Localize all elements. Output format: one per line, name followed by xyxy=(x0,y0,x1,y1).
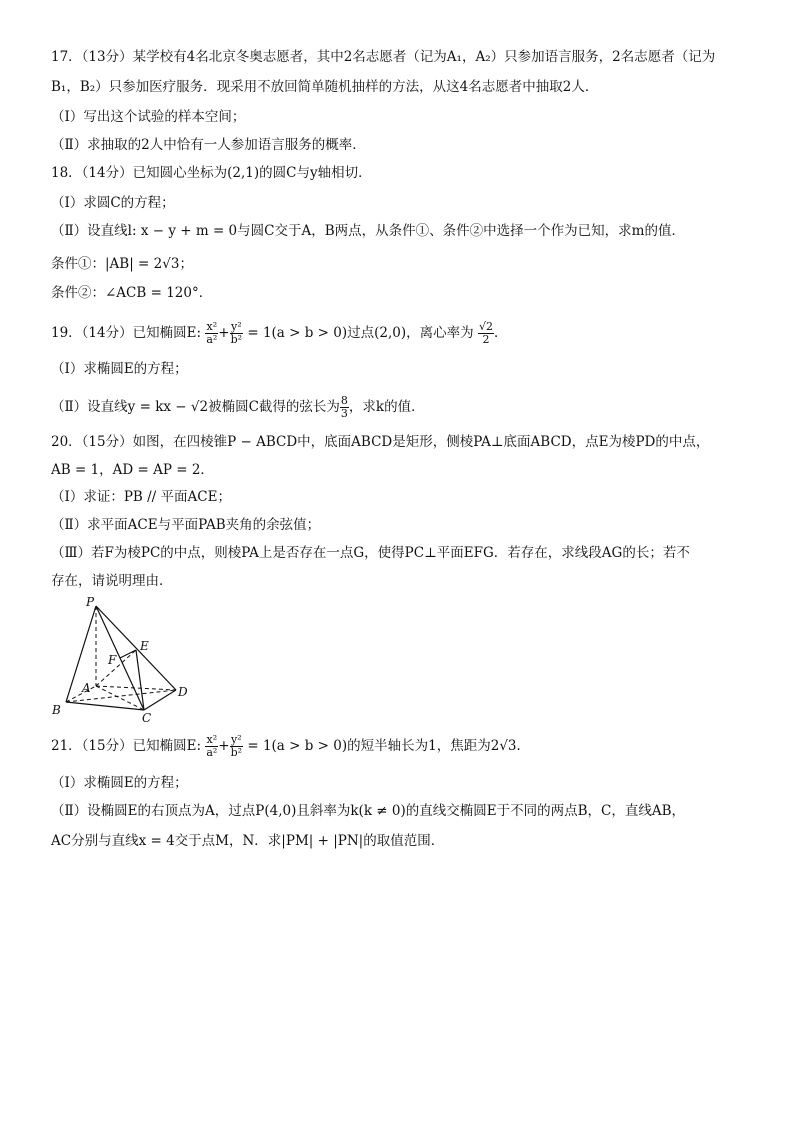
problem-20-part-3: （Ⅲ）若F为棱PC的中点，则棱PA上是否存在一点G，使得PC⊥平面EFG．若存在，求线段AG的长；若不 xyxy=(51,545,690,561)
problem-21-part-1: （Ⅰ）求椭圆E的方程； xyxy=(51,775,188,791)
ellipse-y-term: $\frac{\text{y²}}{\text{b²}}$ xyxy=(230,320,243,346)
label-C: C xyxy=(142,711,152,724)
problem-19-head: 19．（14分）已知椭圆E: $\frac{\text{x²}}{\text{a²}}$ + $\frac{\text{y²}}{\text{b²}}$ = 1(a > b > 0)过点(2,0)，离心率为 $\frac{√2}{2}$ ． xyxy=(51,320,508,346)
label-E: E xyxy=(140,639,149,653)
problem-20-part-2: （Ⅱ）求平面ACE与平面PAB夹角的余弦值； xyxy=(51,517,321,533)
problem-20-head-cont: AB = 1，AD = AP = 2． xyxy=(51,462,214,478)
label-B: B xyxy=(52,703,61,717)
pyramid-figure xyxy=(46,594,206,724)
problem-19-head-a: 19．（14分）已知椭圆E: xyxy=(51,325,202,341)
label-A: A xyxy=(82,681,91,695)
problem-19-head-b: = 1(a > b > 0)过点(2,0)，离心率为 xyxy=(247,325,474,341)
problem-17-head-cont: B₁，B₂）只参加医疗服务．现采用不放回简单随机抽样的方法，从这4名志愿者中抽取2人． xyxy=(51,79,599,95)
problem-17-part-1: （Ⅰ）写出这个试验的样本空间； xyxy=(51,109,246,125)
problem-18-part-2: （Ⅱ）设直线l: x − y + m = 0与圆C交于A，B两点，从条件①、条件②中选择一个作为已知，求m的值． xyxy=(51,223,685,239)
problem-18-condition-2: 条件②：∠ACB = 120°． xyxy=(51,285,213,301)
problem-20-part-1: （Ⅰ）求证：PB // 平面ACE； xyxy=(51,489,231,505)
problem-17-part-2: （Ⅱ）求抽取的2人中恰有一人参加语言服务的概率． xyxy=(51,137,366,153)
chord-length-fraction: $\frac{8}{3}$ xyxy=(340,394,348,420)
problem-20-head: 20．（15分）如图，在四棱锥P − ABCD中，底面ABCD是矩形，侧棱PA⊥底面ABCD，点E为棱PD的中点， xyxy=(51,434,710,450)
ellipse-x-term-21: $\frac{\text{x²}}{\text{a²}}$ xyxy=(206,733,218,759)
label-F: F xyxy=(108,653,117,667)
problem-18-part-1: （Ⅰ）求圆C的方程； xyxy=(51,195,175,211)
problem-21-part-2: （Ⅱ）设椭圆E的右顶点为A，过点P(4,0)且斜率为k(k ≠ 0)的直线交椭圆E于不同的两点B，C，直线AB， xyxy=(51,803,686,819)
problem-20-part-3-cont: 存在，请说明理由． xyxy=(51,573,173,589)
problem-18-head: 18．（14分）已知圆心坐标为(2,1)的圆C与y轴相切． xyxy=(51,165,372,181)
problem-19-part-1: （Ⅰ）求椭圆E的方程； xyxy=(51,361,188,377)
problem-19-part-2: （Ⅱ）设直线y = kx − √2被椭圆C截得的弦长为 $\frac{8}{3}$ ，求k的值． xyxy=(51,394,425,420)
ellipse-y-term-21: $\frac{\text{y²}}{\text{b²}}$ xyxy=(230,733,243,759)
problem-18-condition-1: 条件①：|AB| = 2√3； xyxy=(51,256,193,272)
eccentricity-fraction: $\frac{√2}{2}$ xyxy=(478,320,493,346)
problem-17-head: 17．（13分）某学校有4名北京冬奥志愿者，其中2名志愿者（记为A₁，A₂）只参加语言服务，2名志愿者（记为 xyxy=(51,49,716,65)
problem-21-part-2-cont: AC分别与直线x = 4交于点M，N．求|PM| + |PN|的取值范围． xyxy=(51,833,445,849)
label-P: P xyxy=(86,595,95,609)
label-D: D xyxy=(178,685,188,699)
problem-21-head: 21．（15分）已知椭圆E: $\frac{\text{x²}}{\text{a²}}$ + $\frac{\text{y²}}{\text{b²}}$ = 1(a > b > 0)的短半轴长为1，焦距为2√3． xyxy=(51,733,531,759)
ellipse-x-term: $\frac{\text{x²}}{\text{a²}}$ xyxy=(206,320,218,346)
